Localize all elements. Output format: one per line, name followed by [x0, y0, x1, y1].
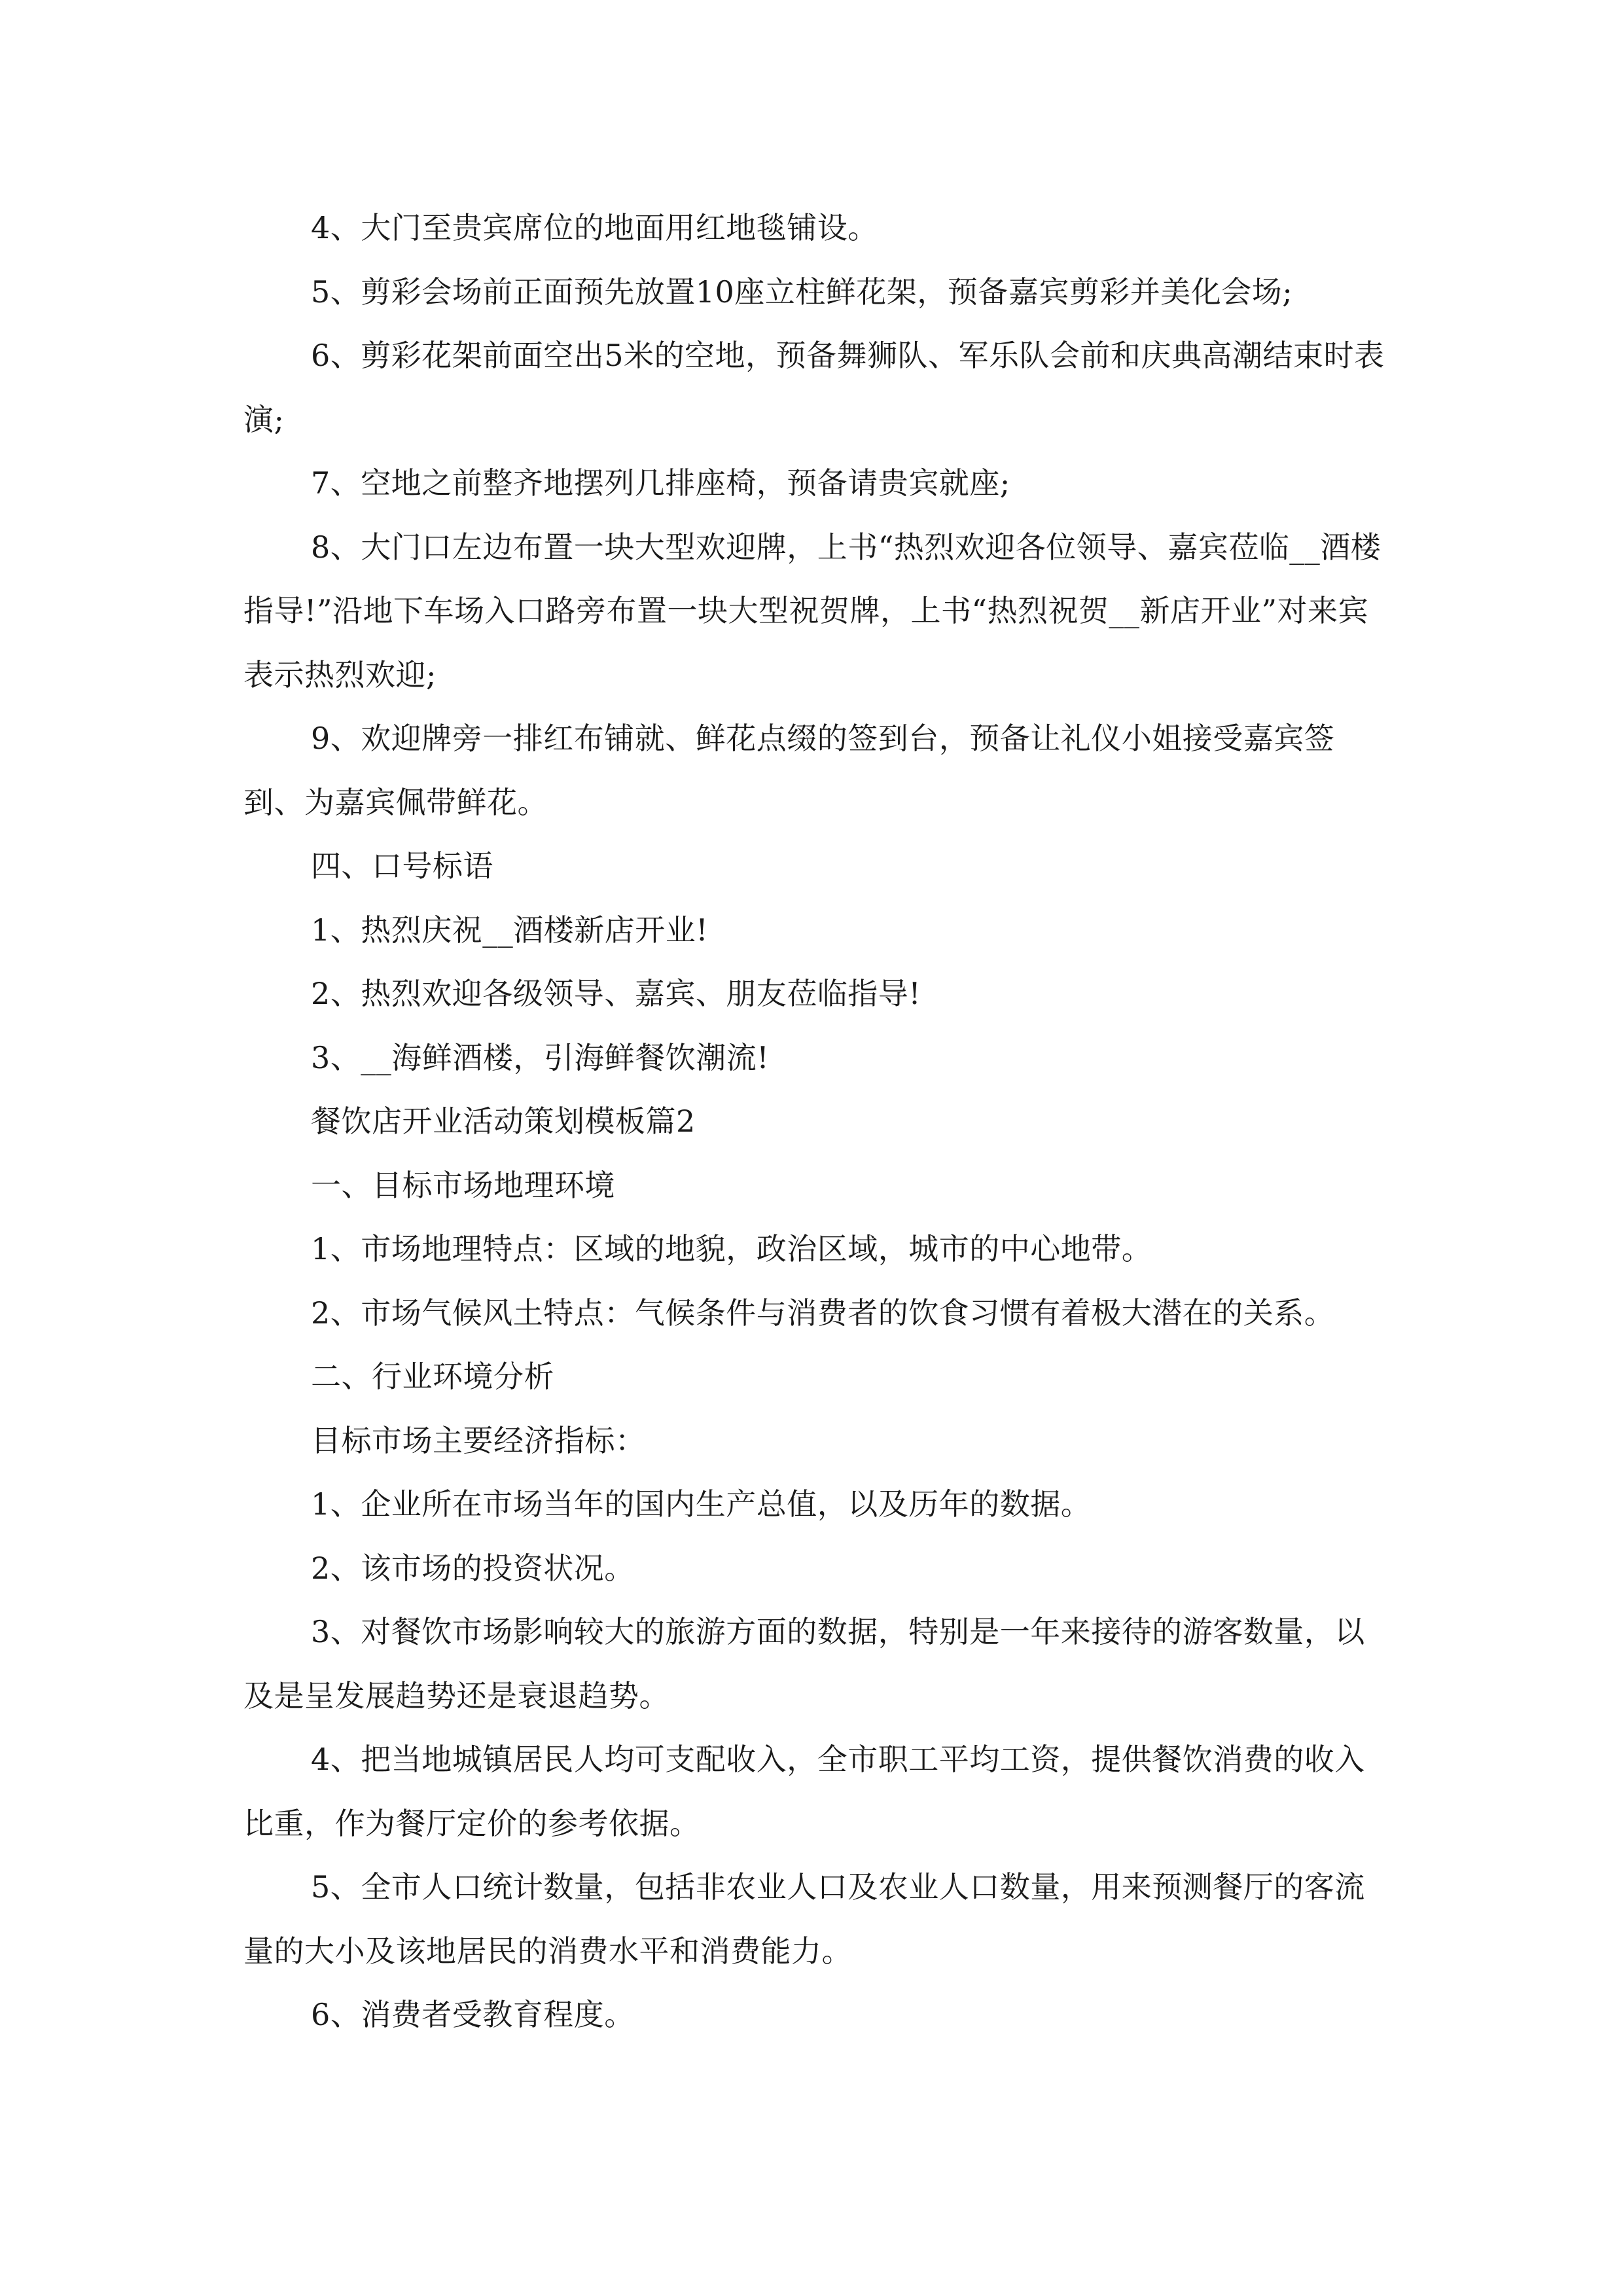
paragraph-item-7: 7、空地之前整齐地摆列几排座椅，预备请贵宾就座;: [311, 465, 1010, 501]
economic-indicators-label: 目标市场主要经济指标：: [311, 1422, 646, 1458]
geography-item-2: 2、市场气候风土特点：气候条件与消费者的饮食习惯有着极大潜在的关系。: [311, 1295, 1335, 1331]
indicator-item-1: 1、企业所在市场当年的国内生产总值，以及历年的数据。: [311, 1486, 1092, 1522]
paragraph-item-9: 9、欢迎牌旁一排红布铺就、鲜花点缀的签到台，预备让礼仪小姐接受嘉宾签到、为嘉宾佩带鲜花。: [243, 721, 1335, 820]
section-heading-slogans: 四、口号标语: [311, 848, 493, 884]
slogan-2: 2、热烈欢迎各级领导、嘉宾、朋友莅临指导!: [311, 976, 921, 1011]
indicator-item-4: 4、把当地城镇居民人均可支配收入，全市职工平均工资，提供餐饮消费的收入比重，作为餐厅定价的参考依据。: [243, 1742, 1365, 1841]
paragraph-item-5: 5、剪彩会场前正面预先放置10座立柱鲜花架，预备嘉宾剪彩并美化会场;: [311, 274, 1293, 310]
indicator-item-3: 3、对餐饮市场影响较大的旅游方面的数据，特别是一年来接待的游客数量，以及是呈发展趋势还是衰退趋势。: [243, 1614, 1365, 1713]
geography-item-1: 1、市场地理特点：区域的地貌，政治区域，城市的中心地带。: [311, 1231, 1152, 1266]
paragraph-item-8: 8、大门口左边布置一块大型欢迎牌，上书“热烈欢迎各位领导、嘉宾莅临__酒楼指导!”沿地下车场入口路旁布置一块大型祝贺牌，上书“热烈祝贺__新店开业”对来宾表示热烈欢迎;: [243, 529, 1382, 692]
document-body: [243, 196, 1395, 2047]
section-heading-industry-analysis: 二、行业环境分析: [311, 1359, 554, 1394]
indicator-item-6: 6、消费者受教育程度。: [311, 1997, 635, 2032]
article-title-part-2: 餐饮店开业活动策划模板篇2: [311, 1103, 696, 1139]
indicator-item-2: 2、该市场的投资状况。: [311, 1550, 635, 1586]
indicator-item-5: 5、全市人口统计数量，包括非农业人口及农业人口数量，用来预测餐厅的客流量的大小及该地居民的消费水平和消费能力。: [243, 1869, 1365, 1969]
paragraph-item-6: 6、剪彩花架前面空出5米的空地，预备舞狮队、军乐队会前和庆典高潮结束时表演;: [243, 338, 1385, 437]
section-heading-market-geography: 一、目标市场地理环境: [311, 1167, 615, 1203]
paragraph-item-4: 4、大门至贵宾席位的地面用红地毯铺设。: [311, 210, 878, 245]
slogan-3: 3、__海鲜酒楼，引海鲜餐饮潮流!: [311, 1039, 770, 1075]
slogan-1: 1、热烈庆祝__酒楼新店开业!: [311, 912, 709, 948]
